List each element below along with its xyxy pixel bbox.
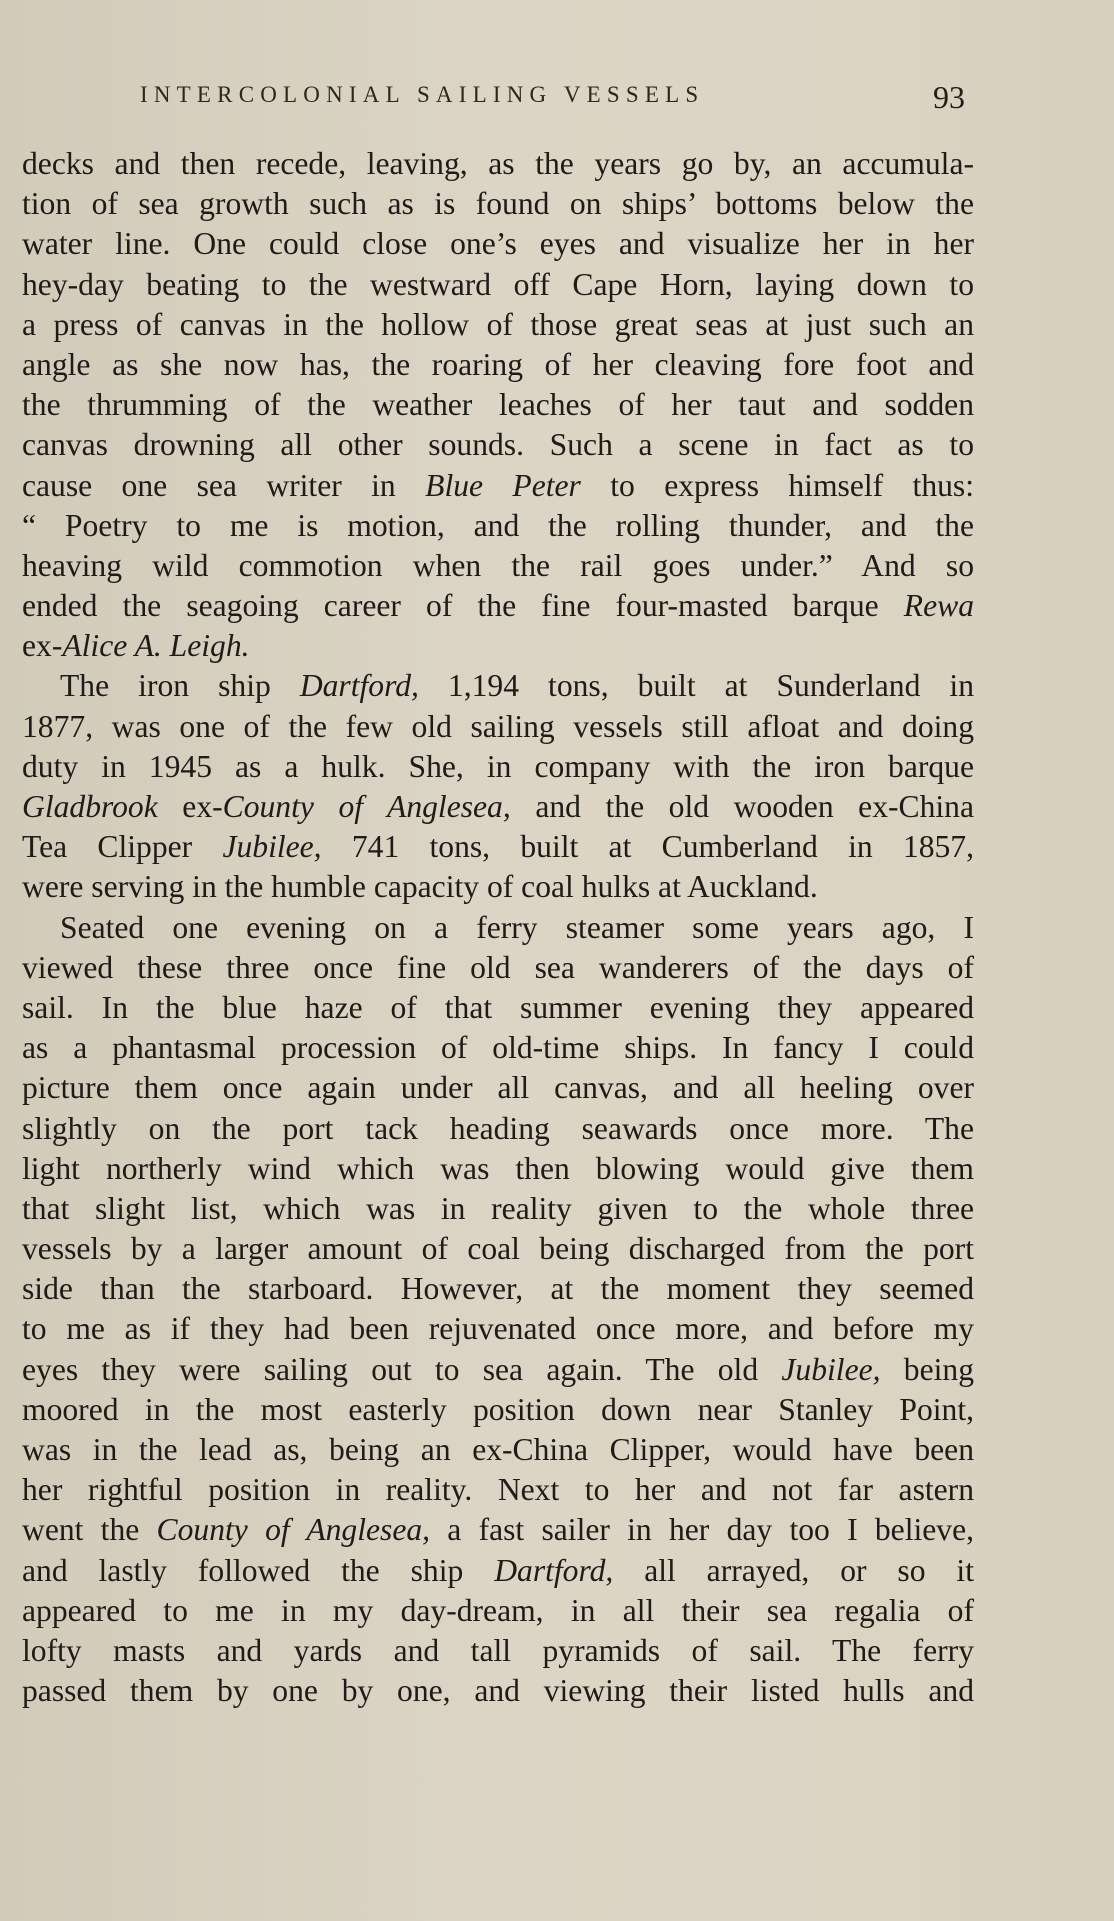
text-line: tion of sea growth such as is found on ships’ bottoms below the — [22, 186, 974, 222]
text-run: ended the seagoing career of the fine four-masted barque — [22, 588, 904, 624]
text-line — [22, 787, 974, 827]
text-line: picture them once again under all canvas, and all heeling over — [22, 1070, 974, 1106]
italic-title: Gladbrook — [22, 789, 158, 824]
text-line: moored in the most easterly position down near Stanley Point, — [22, 1391, 974, 1427]
text-line: lofty masts and yards and tall pyramids of sail. The ferry — [22, 1632, 974, 1668]
text-run: The iron ship — [60, 668, 300, 704]
text-line — [22, 466, 974, 506]
text-line: light northerly wind which was then blowing would give them — [22, 1150, 974, 1186]
text-run: ex- — [157, 789, 223, 824]
text-line: canvas drowning all other sounds. Such a scene in fact as to — [22, 427, 974, 463]
text-line: a press of canvas in the hollow of those great seas at just such an — [22, 306, 974, 342]
body-text — [22, 144, 974, 1711]
text-run: cause one sea writer in — [22, 467, 426, 503]
text-line: was in the lead as, being an ex-China Clipper, would have been — [22, 1432, 974, 1467]
text-line: were serving in the humble capacity of coal hulks at Auckland. — [22, 869, 818, 905]
text-line — [22, 1510, 974, 1550]
text-line: angle as she now has, the roaring of her cleaving fore foot and — [22, 346, 974, 382]
text-line: heaving wild commotion when the rail goes under.” And so — [22, 547, 974, 583]
text-line: 1877, was one of the few old sailing vessels still afloat and doing — [22, 708, 974, 744]
text-run: ex- — [22, 628, 63, 664]
running-title: INTERCOLONIAL SAILING VESSELS — [140, 82, 705, 107]
text-run: being — [880, 1351, 974, 1387]
text-line: duty in 1945 as a hulk. She, in company with the iron barque — [22, 748, 974, 784]
text-run: and the old wooden ex-China — [510, 789, 974, 824]
text-line: “ Poetry to me is motion, and the rolling thunder, and the — [22, 507, 974, 543]
text-run: and lastly followed the ship — [22, 1552, 495, 1588]
italic-title: Dartford, — [299, 668, 419, 704]
italic-title: Jubilee, — [222, 829, 322, 865]
text-line: vessels by a larger amount of coal being discharged from the port — [22, 1231, 974, 1267]
text-line — [22, 1350, 974, 1390]
italic-title: Dartford, — [494, 1552, 614, 1588]
italic-title: County of Anglesea, — [156, 1512, 431, 1548]
text-line — [22, 1551, 974, 1591]
text-run: Tea Clipper — [22, 829, 223, 865]
italic-title: Rewa — [903, 588, 974, 624]
text-line: that slight list, which was in reality given to the whole three — [22, 1190, 974, 1226]
italic-title: Jubilee, — [781, 1351, 881, 1387]
text-line — [22, 626, 974, 666]
text-line: Seated one evening on a ferry steamer some years ago, I — [60, 909, 974, 945]
text-line: viewed these three once fine old sea wanderers of the days of — [22, 949, 974, 985]
text-run: to express himself thus: — [580, 467, 974, 503]
text-line: hey-day beating to the westward off Cape Horn, laying down to — [22, 266, 974, 302]
text-line: as a phantasmal procession of old-time ships. In fancy I could — [22, 1030, 974, 1066]
page-number: 93 — [933, 79, 965, 115]
text-line: sail. In the blue haze of that summer evening they appeared — [22, 989, 974, 1025]
text-line: decks and then recede, leaving, as the years go by, an accumula- — [22, 146, 974, 181]
italic-title: Alice A. Leigh. — [62, 628, 250, 664]
text-line: passed them by one by one, and viewing their listed hulls and — [22, 1673, 974, 1709]
text-line — [22, 586, 974, 626]
text-run: went the — [22, 1512, 157, 1548]
italic-title: County of Anglesea, — [222, 789, 511, 824]
text-line: water line. One could close one’s eyes and visualize her in her — [22, 226, 974, 262]
text-line: side than the starboard. However, at the moment they seemed — [22, 1271, 974, 1307]
text-run: 741 tons, built at Cumberland in 1857, — [321, 829, 975, 865]
text-line — [22, 666, 974, 706]
italic-title: Blue Peter — [425, 467, 581, 503]
text-line: slightly on the port tack heading seawards once more. The — [22, 1110, 974, 1146]
text-line — [22, 827, 974, 867]
text-run: eyes they were sailing out to sea again. The old — [22, 1351, 782, 1387]
text-run: all arrayed, or so it — [613, 1552, 974, 1588]
text-run: 1,194 tons, built at Sunderland in — [418, 668, 974, 704]
text-line: to me as if they had been rejuvenated once more, and before my — [22, 1311, 974, 1347]
text-run: a fast sailer in her day too I believe, — [430, 1512, 974, 1548]
text-line: appeared to me in my day-dream, in all their sea regalia of — [22, 1592, 974, 1628]
text-line: her rightful position in reality. Next to her and not far astern — [22, 1472, 974, 1508]
text-line: the thrumming of the weather leaches of her taut and sodden — [22, 387, 974, 423]
